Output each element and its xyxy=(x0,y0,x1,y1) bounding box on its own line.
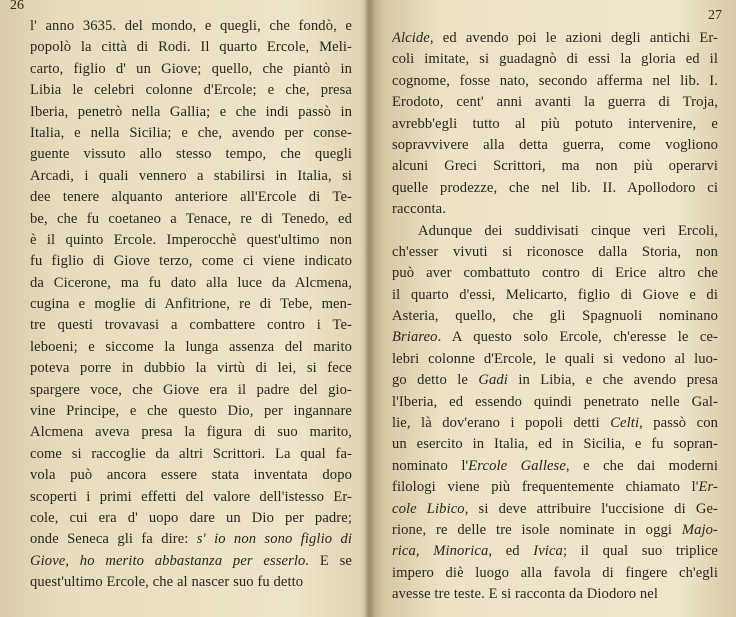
text-run: avrebb'egli tutto al più potuto intervenire, e xyxy=(392,115,718,132)
text-line xyxy=(392,135,718,156)
text-line xyxy=(30,80,352,101)
text-run: racconta. xyxy=(392,201,446,218)
text-run: dee tenere alquanto anteriore all'Ercole di Te- xyxy=(30,189,352,206)
text-line xyxy=(392,456,718,477)
text-run: leboeni; e siccome la lunga assenza del marito xyxy=(30,338,352,355)
text-line xyxy=(30,315,352,336)
text-line xyxy=(30,401,352,422)
text-line xyxy=(392,392,718,413)
italic-text: rica, Minorica xyxy=(392,543,489,560)
text-line xyxy=(30,380,352,401)
italic-text: Er- xyxy=(698,479,718,496)
text-run: Italia, e nella Sicilia; e che, avendo per conse- xyxy=(30,124,352,141)
text-run: quelle prodezze, che nel lib. II. Apollodoro ci xyxy=(392,179,718,196)
text-run: poteva porre in dubbio la virtù di lei, si fece xyxy=(30,360,352,377)
book-gutter xyxy=(364,0,374,617)
text-run: ch'esser vivuti si riconosce dalla Storia, non xyxy=(392,243,718,260)
text-run: da Cicerone, ma fu dato alla luce da Alcmena, xyxy=(30,274,352,291)
italic-text: cole Libico xyxy=(392,500,465,517)
text-line xyxy=(30,16,352,37)
italic-text: Giove, ho merito abbastanza per esserlo. xyxy=(30,552,310,569)
text-run: fu figlio di Giove terzo, come ci viene indicato xyxy=(30,253,352,270)
text-run: un esercito in Italia, ed in Sicilia, e fu sopran- xyxy=(392,436,718,453)
text-run: , si deve attribuire l'uccisione di Ge- xyxy=(464,500,718,517)
text-line xyxy=(392,584,718,605)
text-line xyxy=(30,102,352,123)
page-number-left: 26 xyxy=(10,0,24,13)
text-line xyxy=(392,349,718,370)
text-line xyxy=(30,59,352,80)
italic-text: Celti xyxy=(610,415,640,432)
text-line xyxy=(30,209,352,230)
text-line xyxy=(392,178,718,199)
text-line xyxy=(30,123,352,144)
italic-text: Ercole Gallese xyxy=(468,457,566,474)
text-line xyxy=(392,477,718,498)
text-run: onde Seneca gli fa dire: xyxy=(30,531,197,548)
text-run: Erodoto, cent' anni avanti la guerra di Troja, xyxy=(392,94,718,111)
text-line xyxy=(392,499,718,520)
left-page xyxy=(0,0,364,617)
text-line xyxy=(392,306,718,327)
italic-text: s' io non sono figlio di xyxy=(196,531,352,548)
text-run: in Libia, e che avendo presa xyxy=(507,372,718,389)
text-run: , passò con xyxy=(639,415,718,432)
text-line xyxy=(392,563,718,584)
text-line xyxy=(30,422,352,443)
text-line xyxy=(30,487,352,508)
italic-text: Briareo xyxy=(392,329,438,346)
text-line xyxy=(392,114,718,135)
text-line xyxy=(30,337,352,358)
text-run: l'Iberia, ed essendo quindi penetrato nelle Gal- xyxy=(392,393,718,410)
text-line xyxy=(392,199,718,220)
text-line xyxy=(392,92,718,113)
text-line xyxy=(392,413,718,434)
text-line xyxy=(30,444,352,465)
text-run: , ed avendo poi le azioni degli antichi Er- xyxy=(429,30,718,46)
right-page-text xyxy=(392,28,718,606)
text-run: Alcmena aveva presa la figura di suo marito, xyxy=(30,424,352,441)
text-line xyxy=(30,166,352,187)
italic-text: Alcide xyxy=(392,30,430,46)
text-line xyxy=(30,37,352,58)
text-run: , ed xyxy=(488,543,534,560)
left-page-text xyxy=(30,16,352,594)
text-line xyxy=(30,187,352,208)
text-run: be, che fu coetaneo a Tenace, re di Tenedo, ed xyxy=(30,210,352,227)
text-line xyxy=(30,294,352,315)
text-line xyxy=(392,221,718,242)
text-run: , e che dai moderni xyxy=(565,457,718,474)
text-line xyxy=(392,327,718,348)
text-run: carto, figlio d' un Giove; quello, che piantò in xyxy=(30,60,352,77)
text-run: . A questo solo Ercole, ch'eresse le ce- xyxy=(437,329,718,346)
text-run: vine Principe, e che questo Dio, per ingannare xyxy=(30,403,352,420)
text-line xyxy=(30,358,352,379)
text-line xyxy=(392,28,718,49)
italic-text: Majo- xyxy=(681,521,718,538)
text-run: Arcadi, i quali vennero a stabilirsi in Italia, si xyxy=(30,167,352,184)
text-line xyxy=(392,71,718,92)
text-run: popolò la città di Rodi. Il quarto Ercole, Meli- xyxy=(30,39,352,56)
text-run: E se xyxy=(309,552,352,569)
text-run: scoperti i primi effetti del valore dell'istesso Er- xyxy=(30,488,352,505)
text-run: l' anno 3635. del mondo, e quegli, che fondò, e xyxy=(30,18,352,34)
text-line xyxy=(392,49,718,70)
text-run: il quarto d'essi, Melicarto, figlio di Giove e di xyxy=(392,286,718,303)
text-run: è il quinto Ercole. Imperocchè quest'ultimo non xyxy=(30,231,352,248)
text-line xyxy=(392,434,718,455)
text-run: rione, re delle tre isole nominate in oggi xyxy=(392,521,682,538)
text-line xyxy=(30,508,352,529)
text-run: coli imitate, si guadagnò di essi la gloria ed il xyxy=(392,51,718,68)
page-number-right: 27 xyxy=(708,8,722,23)
text-run: può aver combattuto contro di Erice altro che xyxy=(392,265,718,282)
text-line xyxy=(392,242,718,263)
right-page xyxy=(374,0,736,617)
text-line xyxy=(392,285,718,306)
text-run: sopravvivere alla detta guerra, come vogliono xyxy=(392,136,718,153)
text-line xyxy=(392,541,718,562)
text-run: Asteria, quello, che gli Spagnuoli nominano xyxy=(392,308,718,325)
text-run: avesse tre teste. E si racconta da Diodoro nel xyxy=(392,586,658,603)
text-run: Adunque dei suddivisati cinque veri Ercoli, xyxy=(418,222,718,239)
text-run: filologi viene più frequentemente chiamato l' xyxy=(392,479,699,496)
text-run: cugina e moglie di Anfitrione, re di Tebe, men- xyxy=(30,296,352,313)
text-run: Libia le celebri colonne d'Ercole; e che, presa xyxy=(30,82,352,99)
text-run: Iberia, penetrò nella Gallia; e che indi passò in xyxy=(30,103,352,120)
text-line xyxy=(392,156,718,177)
text-line xyxy=(392,520,718,541)
text-line xyxy=(30,465,352,486)
text-line xyxy=(30,230,352,251)
italic-text: Ivica xyxy=(533,543,563,560)
text-run: spargere voce, che Giove era il padre del gio- xyxy=(30,381,352,398)
text-run: quest'ultimo Ercole, che al nascer suo fu detto xyxy=(30,574,304,591)
text-run: tre questi trovavasi a combattere contro i Te- xyxy=(30,317,352,334)
text-run: ; il qual suo triplice xyxy=(562,543,718,560)
text-run: come si raccoglie da altri Scrittori. La qual fa- xyxy=(30,445,352,462)
text-line xyxy=(30,529,352,550)
text-run: impero diè luogo alla favola di fingere ch'egli xyxy=(392,564,718,581)
text-run: alcuni Greci Scrittori, ma non più operarvi xyxy=(392,158,718,175)
text-line xyxy=(392,263,718,284)
text-run: lie, là dov'erano i popoli detti xyxy=(392,415,611,432)
text-run: go detto le xyxy=(392,372,479,389)
text-line xyxy=(392,370,718,391)
text-line xyxy=(30,273,352,294)
text-line xyxy=(30,144,352,165)
text-run: nominato l' xyxy=(392,457,469,474)
text-line xyxy=(30,551,352,572)
text-run: cognome, fosse nato, secondo afferma nel lib. I. xyxy=(392,72,718,89)
italic-text: Gadi xyxy=(478,372,508,389)
text-run: lebri colonne d'Ercole, le quali si vedono al luo- xyxy=(392,350,718,367)
text-run: cole, cui era d' uopo dare un Dio per padre; xyxy=(30,509,352,526)
text-run: guente vissuto allo stesso tempo, che quegli xyxy=(30,146,352,163)
text-line xyxy=(30,572,352,593)
text-run: vola può ancora essere stata inventata dopo xyxy=(30,467,352,484)
text-line xyxy=(30,251,352,272)
